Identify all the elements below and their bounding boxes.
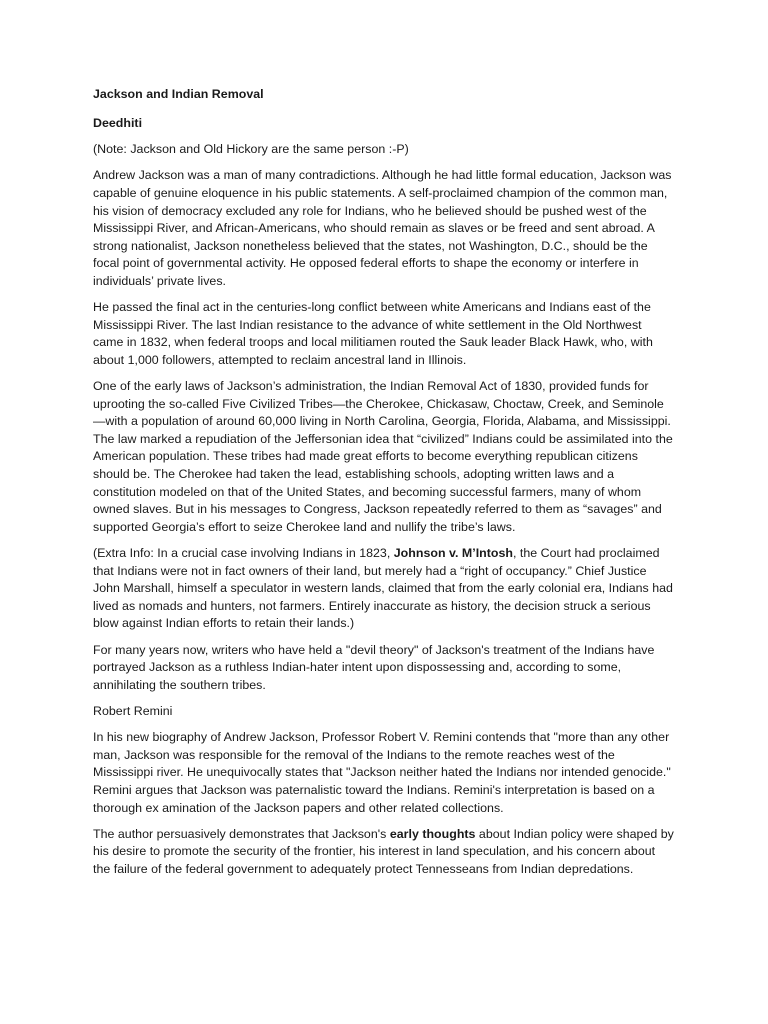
early-thoughts-emphasis: early thoughts <box>389 826 476 841</box>
paragraph-extra-info <box>93 545 675 633</box>
paragraph-removal-act: One of the early laws of Jackson’s administration, the Indian Removal Act of 1830, provided funds for uprooting the so-called Five Civilized Tribes—the Cherokee, Chickasaw, Choctaw, Creek, and Seminole—with a population of around 60,000 living in North Carolina, Georgia, Florida, Alabama, and Mississippi. The law marked a repudiation of the Jeffersonian idea that “civilized” Indians could be assimilated into the American population. These tribes had made great efforts to become everything republican citizens should be. The Cherokee had taken the lead, establishing schools, adopting written laws and a constitution modeled on that of the United States, and becoming successful farmers, many of whom owned slaves. But in his messages to Congress, Jackson repeatedly referred to them as “savages” and supported Georgia’s effort to seize Cherokee land and nullify the tribe’s laws. <box>93 379 673 534</box>
paragraph-contradictions: Andrew Jackson was a man of many contradictions. Although he had little formal education, Jackson was capable of genuine eloquence in his public statements. A self-proclaimed champion of the common man, his vision of democracy excluded any role for Indians, who he believed should be pushed west of the Mississippi River, and African-Americans, who should remain as slaves or be freed and sent abroad. A strong nationalist, Jackson nonetheless believed that the states, not Washington, D.C., should be the focal point of governmental activity. He opposed federal efforts to shape the economy or interfere in individuals’ private lives. <box>93 168 672 288</box>
paragraph-final-act: He passed the final act in the centuries-long conflict between white Americans and Indians east of the Mississippi River. The last Indian resistance to the advance of white settlement in the Old Northwest came in 1832, when federal troops and local militiamen routed the Sauk leader Black Hawk, who, with about 1,000 followers, attempted to reclaim ancestral land in Illinois. <box>93 300 653 367</box>
document-page <box>93 86 675 887</box>
early-thoughts-text-start: The author persuasively demonstrates that Jackson's <box>93 826 390 841</box>
paragraph-devil-theory: For many years now, writers who have held a "devil theory" of Jackson's treatment of the Indians have portrayed Jackson as a ruthless Indian-hater intent upon dispossessing and, according to some, annihilating the southern tribes. <box>93 642 655 692</box>
extra-info-text-end: , the Court had proclaimed that Indians were not in fact owners of their land, but merely had a “right of occupancy.” Chief Justice John Marshall, himself a speculator in western lands, claimed that from the early colonial era, Indians had lived as nomads and hunters, not farmers. Entirely inaccurate as history, the decision struck a serious blow against Indian efforts to retain their lands.) <box>93 546 673 631</box>
extra-info-text-start: (Extra Info: In a crucial case involving Indians in 1823, <box>93 546 394 561</box>
paragraph-early-thoughts <box>93 826 675 879</box>
section-heading-remini: Robert Remini <box>93 703 173 718</box>
note-paragraph: (Note: Jackson and Old Hickory are the same person :-P) <box>93 142 409 157</box>
paragraph-remini-biography: In his new biography of Andrew Jackson, Professor Robert V. Remini contends that "more than any other man, Jackson was responsible for the removal of the Indians to the remote reaches west of the Mississippi river. He unequivocally states that "Jackson neither hated the Indians nor intended genocide." Remini argues that Jackson was paternalistic toward the Indians. Remini's interpretation is based on a thorough ex amination of the Jackson papers and other related collections. <box>93 730 671 815</box>
case-name: Johnson v. M’Intosh <box>393 546 513 561</box>
document-title: Jackson and Indian Removal <box>93 87 264 101</box>
early-thoughts-text-end: about Indian policy were shaped by his desire to promote the security of the frontier, his interest in land speculation, and his concern about the failure of the federal government to adequately protect Tennesseans from Indian depredations. <box>93 826 674 876</box>
document-author: Deedhiti <box>93 115 143 130</box>
